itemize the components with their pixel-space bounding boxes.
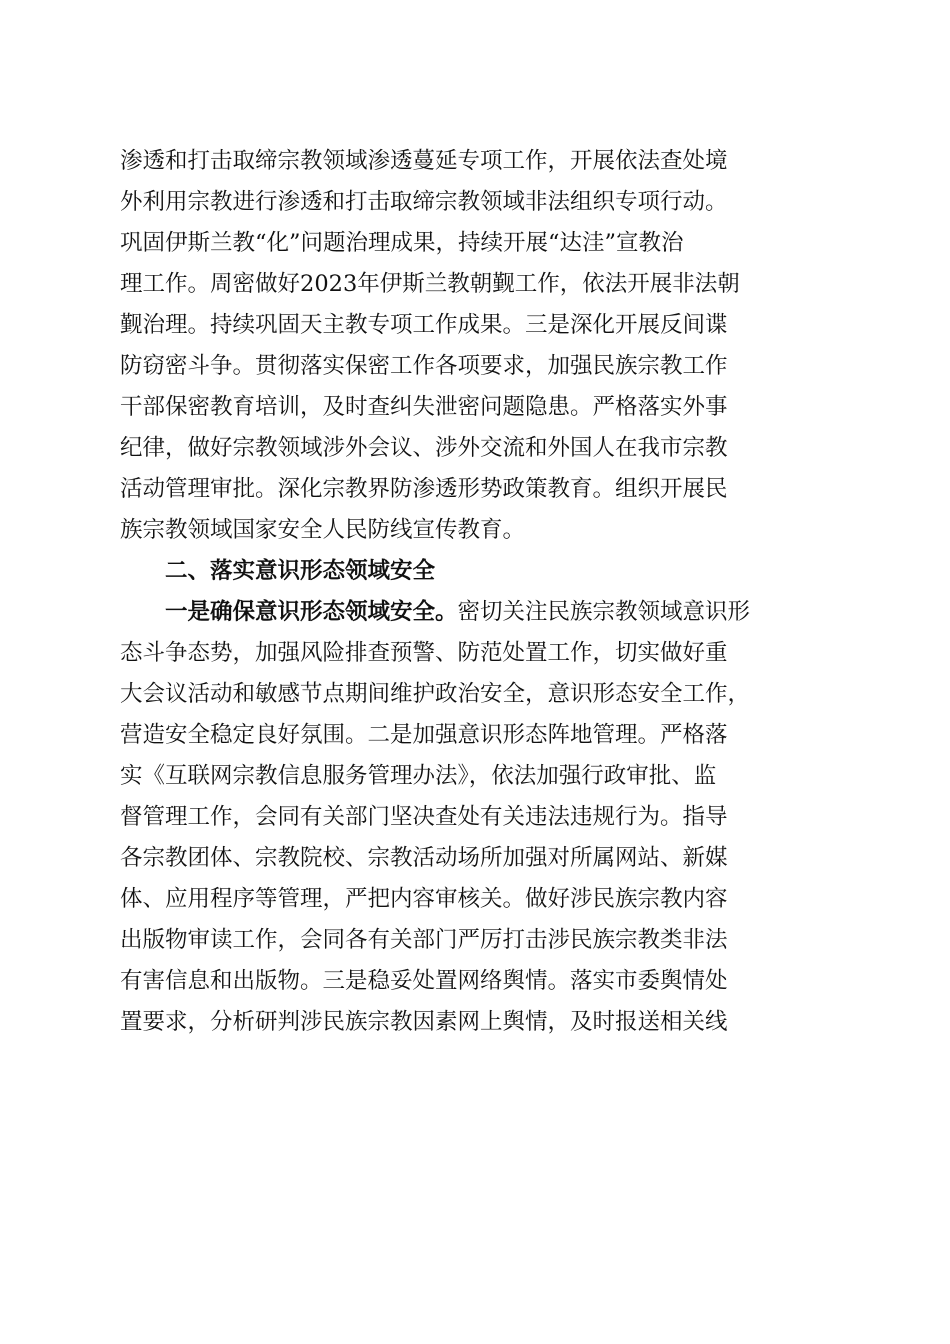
text-line: 各宗教团体、宗教院校、宗教活动场所加强对所属网站、新媒 <box>120 845 728 871</box>
text-line: 巩固伊斯兰教“化”问题治理成果，持续开展“达洼”宣教治 <box>120 230 684 256</box>
text-line: 防窃密斗争。贯彻落实保密工作各项要求，加强民族宗教工作 <box>120 353 728 379</box>
text-line: 纪律，做好宗教领域涉外会议、涉外交流和外国人在我市宗教 <box>120 435 728 461</box>
text-line: 营造安全稳定良好氛围。二是加强意识形态阵地管理。严格落 <box>120 722 728 748</box>
paragraph-first-line <box>120 592 840 633</box>
text-line: 置要求，分析研判涉民族宗教因素网上舆情，及时报送相关线 <box>120 1009 728 1035</box>
text-line: 督管理工作，会同有关部门坚决查处有关违法违规行为。指导 <box>120 804 728 830</box>
bold-lead-phrase: 一是确保意识形态领域安全。 <box>165 599 458 625</box>
text-line: 大会议活动和敏感节点期间维护政治安全，意识形态安全工作， <box>120 681 751 707</box>
text-line: 活动管理审批。深化宗教界防渗透形势政策教育。组织开展民 <box>120 476 728 502</box>
text-line: 外利用宗教进行渗透和打击取缔宗教领域非法组织专项行动。 <box>120 189 728 215</box>
text-line: 理工作。周密做好2023年伊斯兰教朝觐工作，依法开展非法朝 <box>120 271 740 297</box>
text-line: 渗透和打击取缔宗教领域渗透蔓延专项工作，开展依法查处境 <box>120 148 728 174</box>
document-body <box>120 141 840 1043</box>
text-line: 干部保密教育培训，及时查纠失泄密问题隐患。严格落实外事 <box>120 394 728 420</box>
text-line: 有害信息和出版物。三是稳妥处置网络舆情。落实市委舆情处 <box>120 968 728 994</box>
text-line: 出版物审读工作，会同各有关部门严厉打击涉民族宗教类非法 <box>120 927 728 953</box>
section-heading: 二、落实意识形态领域安全 <box>165 558 436 584</box>
text-line: 体、应用程序等管理，严把内容审核关。做好涉民族宗教内容 <box>120 886 728 912</box>
text-line: 觐治理。持续巩固天主教专项工作成果。三是深化开展反间谍 <box>120 312 728 338</box>
text-line: 实《互联网宗教信息服务管理办法》，依法加强行政审批、监 <box>120 763 717 789</box>
text-line: 态斗争态势，加强风险排查预警、防范处置工作，切实做好重 <box>120 640 728 666</box>
text-line: 族宗教领域国家安全人民防线宣传教育。 <box>120 517 526 543</box>
lead-line-text: 密切关注民族宗教领域意识形 <box>457 599 751 625</box>
